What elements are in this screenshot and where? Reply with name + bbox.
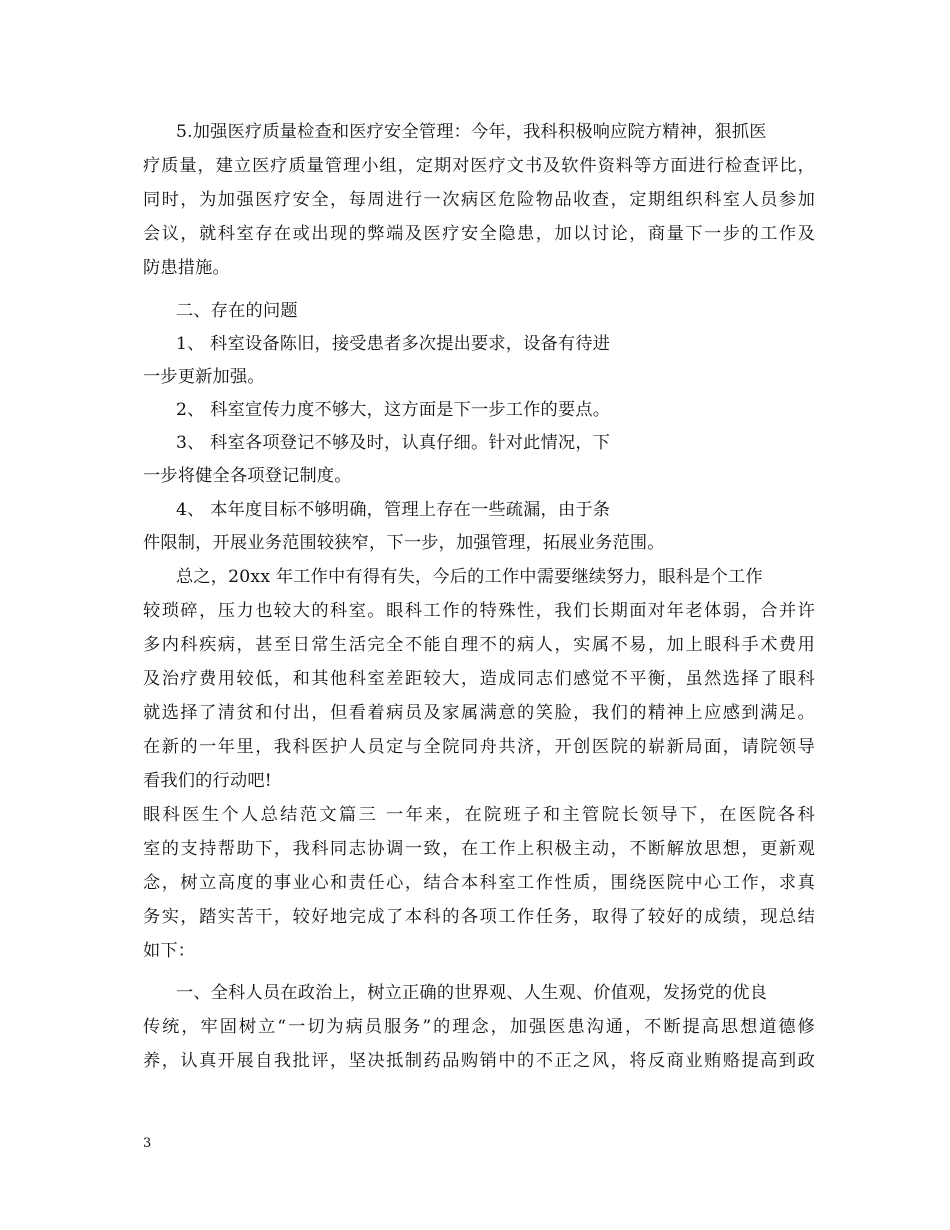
text-line: 较琐碎，压力也较大的科室。眼科工作的特殊性，我们长期面对年老体弱，合并许 [143,601,815,621]
text-line: 一步将健全各项登记制度。 [143,466,352,486]
text-line: 如下： [143,941,196,961]
text-line: 疗质量，建立医疗质量管理小组，定期对医疗文书及软件资料等方面进行检查评比， [143,156,815,176]
text-line: 件限制，开展业务范围较狭窄，下一步，加强管理，拓展业务范围。 [143,533,665,553]
text-line: 防患措施。 [143,258,230,278]
list-item: 1、 科室设备陈旧，接受患者多次提出要求，设备有待进 [176,334,611,354]
section-title-line: 眼科医生个人总结范文篇三 一年来，在院班子和主管院长领导下，在医院各科 [143,805,815,825]
text-line: 在新的一年里，我科医护人员定与全院同舟共济，开创医院的崭新局面，请院领导 [143,737,815,757]
text-line: 养，认真开展自我批评，坚决抵制药品购销中的不正之风，将反商业贿赂提高到政 [143,1051,815,1071]
text-line: 同时，为加强医疗安全，每周进行一次病区危险物品收查，定期组织科室人员参加 [143,190,815,210]
text-line: 念，树立高度的事业心和责任心，结合本科室工作性质，围绕医院中心工作，求真 [143,873,815,893]
text-line: 多内科疾病，甚至日常生活完全不能自理不的病人，实属不易，加上眼科手术费用 [143,635,815,655]
text-line: 及治疗费用较低，和其他科室差距较大，造成同志们感觉不平衡，虽然选择了眼科 [143,669,815,689]
text-line: 务实，踏实苦干，较好地完成了本科的各项工作任务，取得了较好的成绩，现总结 [143,907,815,927]
text-line: 会议，就科室存在或出现的弊端及医疗安全隐患，加以讨论，商量下一步的工作及 [143,224,815,244]
text-line: 传统，牢固树立“一切为病员服务”的理念，加强医患沟通，不断提高思想道德修 [143,1017,815,1037]
text-line: 一、全科人员在政治上，树立正确的世界观、人生观、价值观，发扬党的优良 [176,983,768,1003]
text-line: 5.加强医疗质量检查和医疗安全管理：今年，我科积极响应院方精神，狠抓医 [176,122,767,142]
text-line: 室的支持帮助下，我科同志协调一致，在工作上积极主动，不断解放思想，更新观 [143,839,815,859]
page-number: 3 [143,1136,152,1151]
list-item: 4、 本年度目标不够明确，管理上存在一些疏漏，由于条 [176,500,611,520]
list-item: 2、 科室宣传力度不够大，这方面是下一步工作的要点。 [176,400,611,420]
text-line: 一步更新加强。 [143,367,265,387]
list-item: 3、 科室各项登记不够及时，认真仔细。针对此情况，下 [176,433,611,453]
text-line: 总之，20xx 年工作中有得有失，今后的工作中需要继续努力，眼科是个工作 [176,567,763,587]
text-line: 看我们的行动吧! [143,771,272,791]
section-heading: 二、存在的问题 [176,301,298,321]
text-line: 就选择了清贫和付出，但看着病员及家属满意的笑脸，我们的精神上应感到满足。 [143,703,815,723]
